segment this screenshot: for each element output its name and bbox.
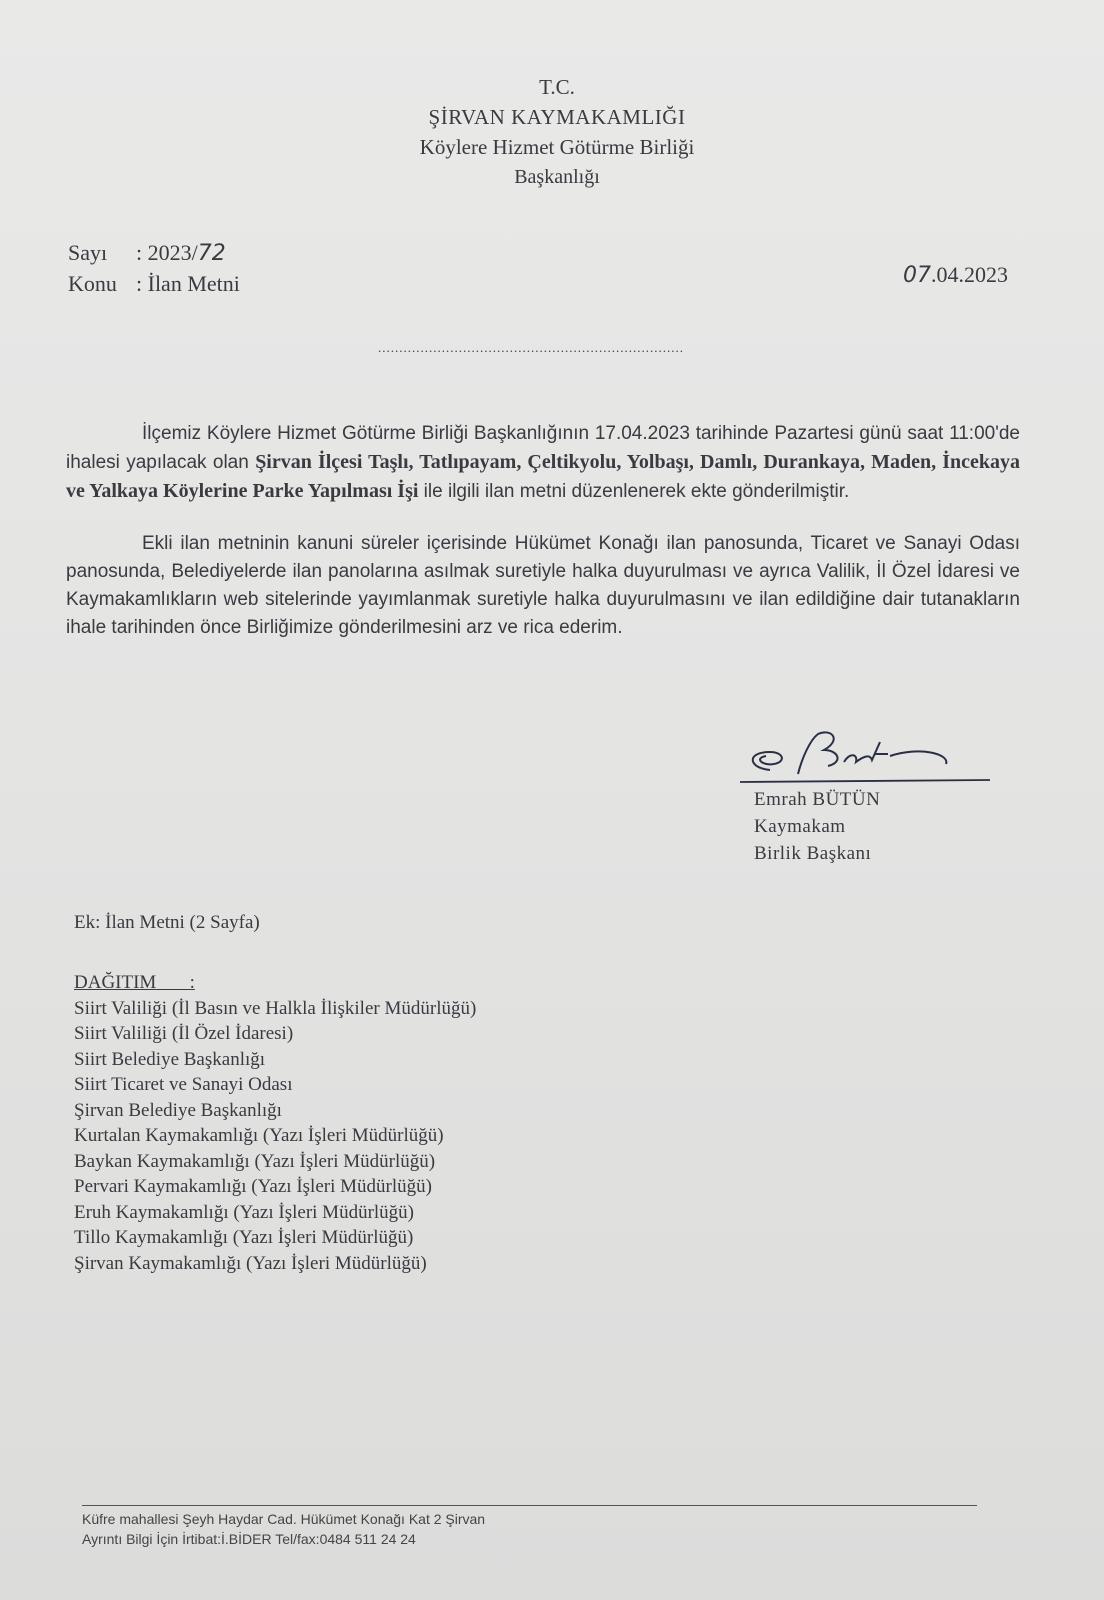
body-paragraph-2: Ekli ilan metninin kanuni süreler içerisinde Hükümet Konağı ilan panosunda, Ticaret ve Sanayi Odası panosunda, Belediyelerde ilan panolarına asılmak suretiyle halka duyurulması ve ayrıca Valilik, İl Özel İdaresi ve Kaymakamlıkların web sitelerinde yayımlanmak suretiyle halka duyurulmasını ve ilan edildiğine dair tutanakların ihale tarihinden önce Birliğimize gönderilmesini arz ve rica ederim. (66, 533, 1020, 638)
list-item: Eruh Kaymakamlığı (Yazı İşleri Müdürlüğü) (74, 1201, 415, 1223)
document-meta (68, 238, 240, 299)
signatory-title: Kaymakam (754, 816, 846, 837)
distribution-items (74, 996, 476, 1277)
list-item: Siirt Ticaret ve Sanayi Odası (74, 1074, 293, 1095)
body-p1-bold: Şirvan İlçesi Taşlı, Tatlıpayam, Çeltikyolu, Yolbaşı, Damlı, Durankaya, Maden, İncekaya ve Yalkaya Köylerine Parke Yapılması İşi (66, 451, 1020, 502)
body-p1-text-b: ile ilgili ilan metni düzenlenerek ekte gönderilmiştir. (418, 481, 850, 502)
document-footer (82, 1505, 977, 1549)
footer-contact: Ayrıntı Bilgi İçin İrtibat:İ.BİDER Tel/fax:0484 511 24 24 (82, 1531, 416, 1547)
date-handwritten-day: 07 (903, 263, 931, 288)
sayi-handwritten-number: 72 (197, 241, 226, 266)
letterhead-subtitle-2: Başkanlığı (514, 166, 600, 188)
list-item: Siirt Valiliği (İl Basın ve Halkla İlişkiler Müdürlüğü) (74, 997, 477, 1019)
letterhead-title: ŞİRVAN KAYMAKAMLIĞI (428, 105, 686, 129)
distribution-heading-text: DAĞITIM (74, 972, 157, 993)
date-suffix: .04.2023 (931, 262, 1008, 287)
letterhead-subtitle: Köylere Hizmet Götürme Birliği (419, 135, 695, 159)
sayi-line (68, 238, 240, 269)
handwritten-signature (740, 728, 1000, 790)
list-item: Şirvan Belediye Başkanlığı (74, 1099, 282, 1121)
recipient-placeholder-line: ........................................................................ (378, 340, 684, 355)
konu-label: Konu (68, 271, 117, 296)
konu-line (68, 269, 240, 299)
body-p1-text-a: İlçemiz Köylere Hizmet Götürme Birliği Başkanlığının 17.04.2023 tarihinde Pazartesi günü saat 11:00'de ihalesi yapılacak olan (66, 423, 1020, 473)
sayi-value: : 2023/ (136, 240, 198, 265)
footer-address: Küfre mahallesi Şeyh Haydar Cad. Hükümet Konağı Kat 2 Şirvan (82, 1511, 486, 1527)
letter-body (66, 420, 1020, 666)
sayi-label: Sayı (68, 240, 108, 265)
document-date (903, 262, 1008, 288)
list-item: Baykan Kaymakamlığı (Yazı İşleri Müdürlüğü) (74, 1150, 436, 1172)
list-item: Kurtalan Kaymakamlığı (Yazı İşleri Müdürlüğü) (74, 1125, 444, 1146)
list-item: Siirt Valiliği (İl Özel İdaresi) (74, 1023, 294, 1044)
signatory-details (740, 786, 1000, 867)
list-item: Siirt Belediye Başkanlığı (74, 1048, 266, 1070)
letterhead-tc: T.C. (539, 75, 575, 99)
signature-block (740, 728, 1000, 867)
signatory-name: Emrah BÜTÜN (754, 789, 881, 810)
distribution-heading-colon: : (189, 972, 195, 993)
distribution-list (74, 970, 476, 1276)
konu-value: : İlan Metni (136, 271, 240, 296)
body-paragraph-1 (66, 420, 1020, 506)
letterhead (0, 72, 1104, 192)
list-item: Tillo Kaymakamlığı (Yazı İşleri Müdürlüğü) (74, 1227, 414, 1248)
signatory-role: Birlik Başkanı (754, 843, 872, 864)
distribution-heading (74, 970, 195, 996)
distribution-heading-row (74, 970, 476, 996)
list-item: Şirvan Kaymakamlığı (Yazı İşleri Müdürlüğü) (74, 1252, 427, 1274)
attachment-note: Ek: İlan Metni (2 Sayfa) (74, 912, 260, 933)
list-item: Pervari Kaymakamlığı (Yazı İşleri Müdürlüğü) (74, 1176, 432, 1197)
